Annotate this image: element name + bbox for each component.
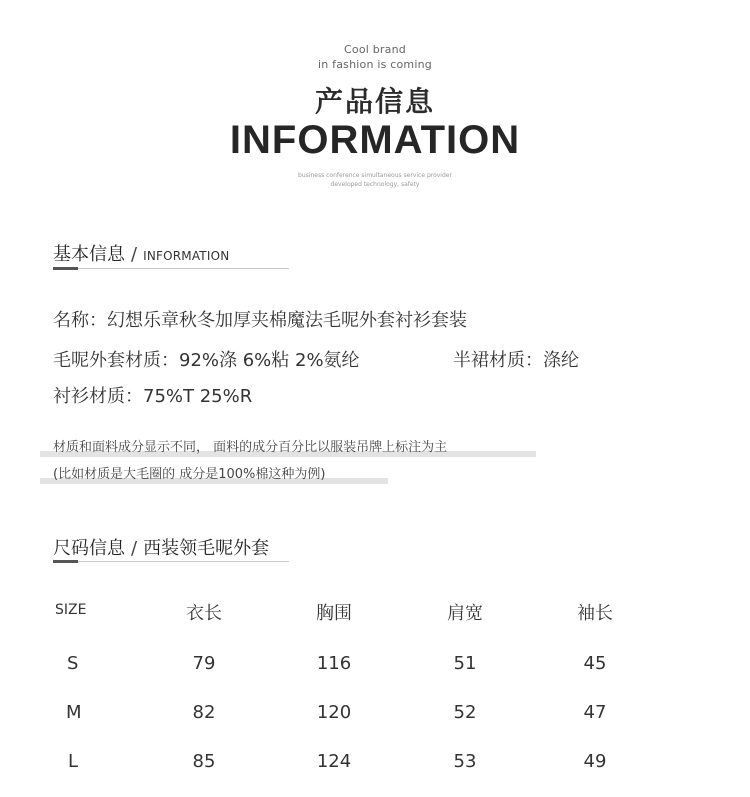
material-note-line1: 材质和面料成分显示不同， 面料的成分百分比以服装吊牌上标注为主	[53, 440, 448, 455]
skirt-material: 半裙材质：涤纶	[453, 350, 579, 371]
length-value: 82	[192, 702, 216, 723]
brand-tagline-line2: in fashion is coming	[318, 58, 432, 71]
section-accent-bar	[53, 267, 78, 270]
coat-material: 毛呢外套材质：92%涤 6%粘 2%氨纶	[53, 350, 360, 371]
size-value: L	[68, 751, 79, 772]
page-title-english: INFORMATION	[229, 118, 521, 162]
header-size: SIZE	[55, 602, 87, 618]
brand-tagline-line1: Cool brand	[344, 43, 406, 56]
shirt-material: 衬衫材质：75%T 25%R	[53, 386, 253, 407]
size-info-heading	[53, 534, 269, 560]
product-name: 名称：幻想乐章秋冬加厚夹棉魔法毛呢外套衬衫套装	[53, 310, 467, 331]
header-shoulder: 肩宽	[447, 603, 483, 624]
length-value: 85	[192, 751, 216, 772]
heading-slash: /	[131, 538, 138, 559]
header-length: 衣长	[186, 603, 222, 624]
fine-print-line2: developed technology, safety	[330, 181, 420, 188]
section-accent-bar	[53, 560, 78, 563]
section-divider	[53, 561, 289, 562]
size-value: S	[67, 653, 79, 674]
basic-info-heading-text: 基本信息	[53, 244, 125, 265]
sleeve-value: 47	[583, 702, 607, 723]
header-sleeve: 袖长	[577, 603, 613, 624]
sleeve-value: 49	[583, 751, 607, 772]
material-note-line2: (比如材质是大毛圈的 成分是100%棉这种为例)	[53, 467, 326, 482]
size-value: M	[66, 702, 82, 723]
fine-print-line1: business conference simultaneous service provider	[298, 172, 452, 179]
size-info-heading-text: 尺码信息	[53, 538, 125, 559]
length-value: 79	[192, 653, 216, 674]
shoulder-value: 51	[453, 653, 477, 674]
sleeve-value: 45	[583, 653, 607, 674]
heading-slash: /	[131, 244, 138, 265]
shoulder-value: 53	[453, 751, 477, 772]
chest-value: 124	[316, 751, 352, 772]
page-title-chinese: 产品信息	[314, 85, 435, 118]
header-chest: 胸围	[316, 603, 352, 624]
basic-info-heading-en: INFORMATION	[143, 249, 230, 263]
shoulder-value: 52	[453, 702, 477, 723]
size-info-heading-sub: 西装领毛呢外套	[143, 538, 270, 559]
basic-info-heading	[53, 240, 229, 266]
chest-value: 116	[316, 653, 352, 674]
section-divider	[53, 268, 289, 269]
chest-value: 120	[316, 702, 352, 723]
